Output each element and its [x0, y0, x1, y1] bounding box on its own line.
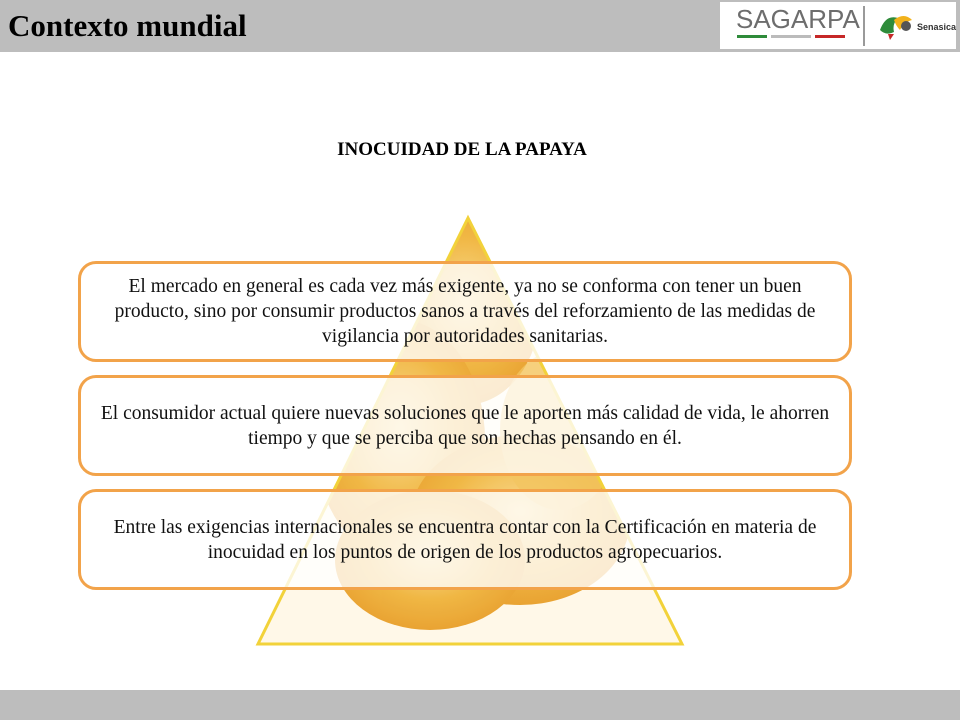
pyramid-level-2-text: El consumidor actual quiere nuevas soluciones que le aporten más calidad de vida, le ahorren tiempo y que se perciba que son hechas pensando en él. [100, 402, 830, 449]
section-title: INOCUIDAD DE LA PAPAYA [337, 139, 587, 160]
pyramid-level-1 [78, 261, 852, 362]
pyramid-level-3 [78, 489, 852, 590]
footer-bar [0, 690, 960, 720]
pyramid-level-3-text: Entre las exigencias internacionales se encuentra contar con la Certificación en materia de inocuidad en los puntos de origen de los productos agropecuarios. [113, 516, 817, 563]
pyramid-level-2 [78, 375, 852, 476]
sagarpa-logo: SAGARPA [736, 4, 860, 34]
slide-title: Contexto mundial [8, 8, 247, 43]
senasica-logo-text: Senasica [917, 22, 957, 32]
pyramid-level-1-text: El mercado en general es cada vez más exigente, ya no se conforma con tener un buen producto, sino por consumir productos sanos a través del reforzamiento de las medidas de vigilancia por autoridades sanitarias. [114, 276, 816, 347]
